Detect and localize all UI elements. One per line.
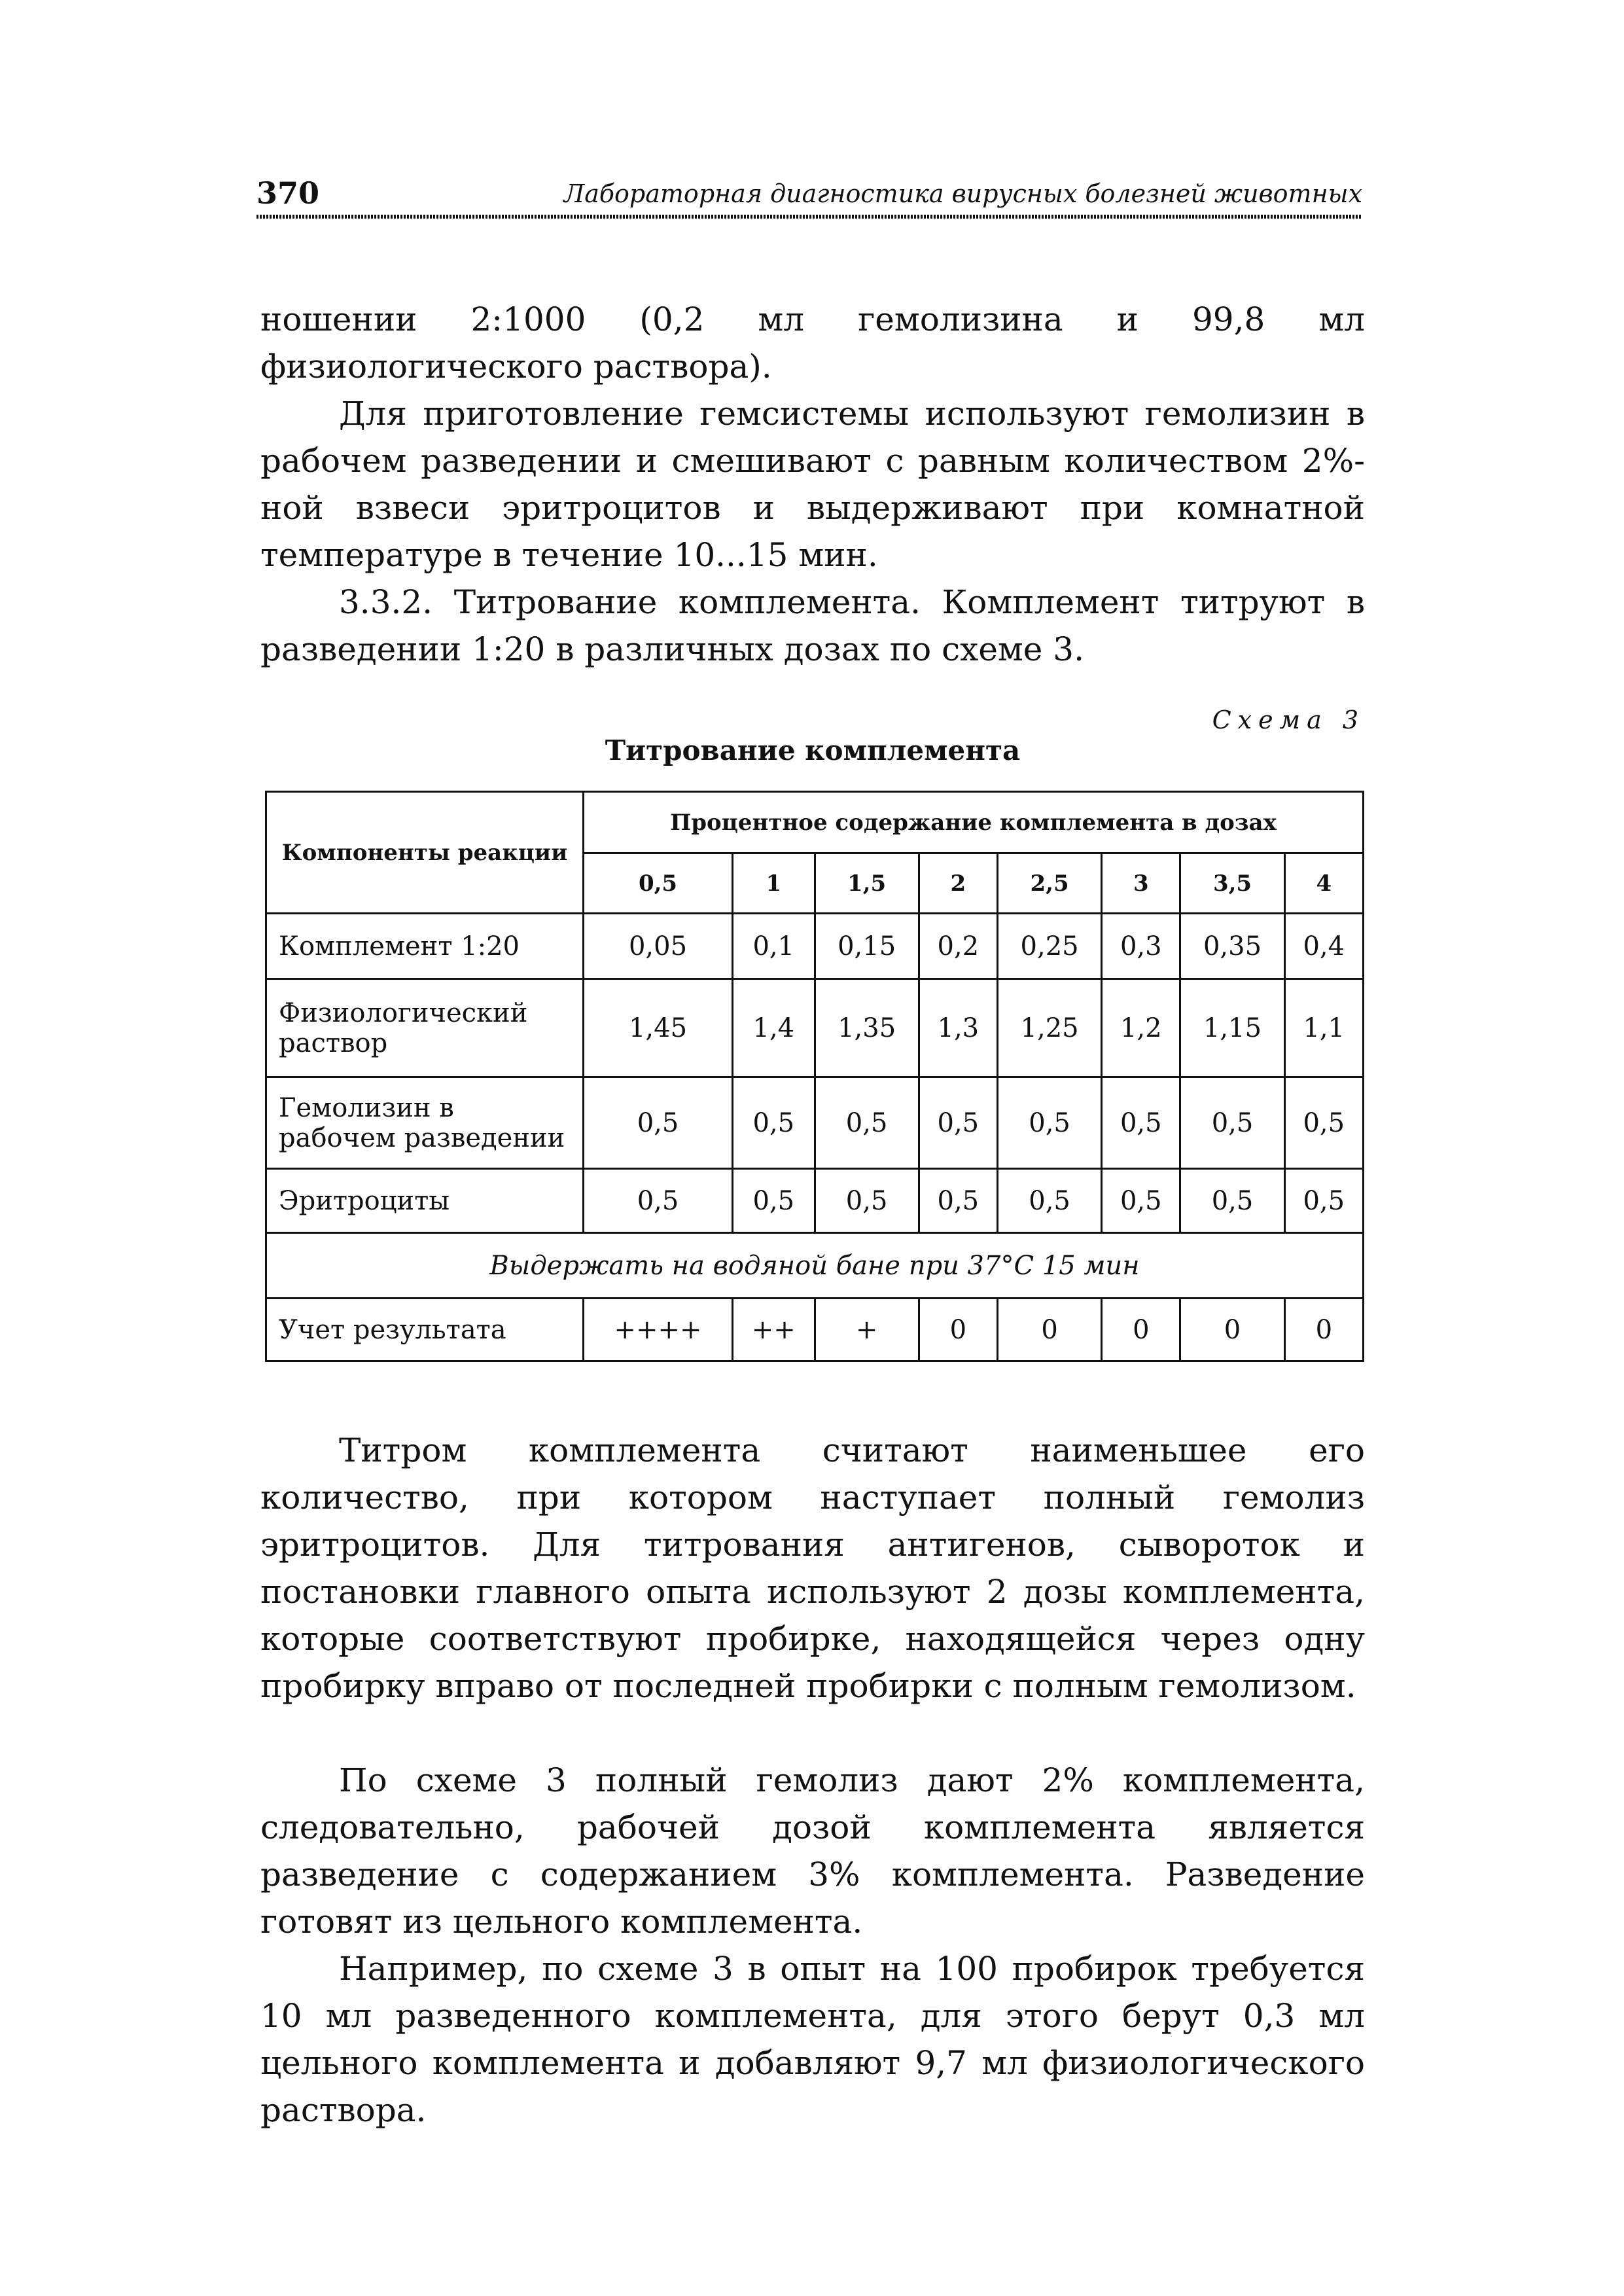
scheme-label: Схема 3	[1212, 706, 1365, 734]
table-row	[266, 1077, 1364, 1169]
table-cell: 1,1	[1284, 979, 1363, 1077]
paragraph-4: Титром комплемента считают наименьшее его количество, при котором наступает полный гемолиз эритроцитов. Для титрования антигенов, сывороток и постановки главного опыта используют 2 дозы комплемента, которые соответствуют пробирке, находящейся через одну пробирку вправо от последней пробирки с полным гемолизом.	[260, 1431, 1365, 1705]
table-cell: 0,5	[1180, 1077, 1284, 1169]
complement-titration-table	[265, 791, 1364, 1362]
row-label: Комплемент 1:20	[266, 914, 584, 979]
table-cell: 1,35	[815, 979, 919, 1077]
paragraph-1: ношении 2:1000 (0,2 мл гемолизина и 99,8 мл физиологического раствора).	[260, 300, 1365, 386]
dose-header: 2,5	[997, 853, 1101, 914]
table-row	[266, 979, 1364, 1077]
table-cell: 1,4	[733, 979, 815, 1077]
table-cell: 0	[1284, 1299, 1363, 1361]
table-cell: 0,35	[1180, 914, 1284, 979]
table-cell: 0,05	[584, 914, 733, 979]
table-cell: 0,5	[815, 1169, 919, 1233]
dose-header: 1	[733, 853, 815, 914]
table-cell: ++	[733, 1299, 815, 1361]
dose-header: 1,5	[815, 853, 919, 914]
table-cell: 0	[1102, 1299, 1180, 1361]
row-label: Эритроциты	[266, 1169, 584, 1233]
table-cell: 0	[1180, 1299, 1284, 1361]
table-cell: ++++	[584, 1299, 733, 1361]
row-label: Учет результата	[266, 1299, 584, 1361]
table-cell: 0,5	[815, 1077, 919, 1169]
paragraph-5: По схеме 3 полный гемолиз дают 2% комплемента, следовательно, рабочей дозой комплемента является разведение с содержанием 3% комплемента. Разведение готовят из цельного комплемента.	[260, 1761, 1365, 1941]
table-row	[266, 1169, 1364, 1233]
paragraph-6: Например, по схеме 3 в опыт на 100 пробирок требуется 10 мл разведенного комплемента, для этого берут 0,3 мл цельного комплемента и добавляют 9,7 мл физиологического раствора.	[260, 1950, 1365, 2129]
table-cell: 0,2	[919, 914, 997, 979]
dose-header: 2	[919, 853, 997, 914]
table-cell: 1,15	[1180, 979, 1284, 1077]
running-title: Лабораторная диагностика вирусных болезней животных	[563, 179, 1362, 208]
table-cell: 0,5	[1102, 1169, 1180, 1233]
table-row	[266, 914, 1364, 979]
table-cell: 0,5	[919, 1169, 997, 1233]
dose-header: 4	[1284, 853, 1363, 914]
table-cell: 0,5	[997, 1077, 1101, 1169]
table-cell: 1,3	[919, 979, 997, 1077]
table-cell: 0,15	[815, 914, 919, 979]
table-cell: 1,45	[584, 979, 733, 1077]
paragraph-2: Для приготовление гемсистемы используют гемолизин в рабочем разведении и смешивают с равным количеством 2%-ной взвеси эритроцитов и выдерживают при комнатной температуре в течение 10...15 мин.	[260, 395, 1365, 574]
table-cell: 0,25	[997, 914, 1101, 979]
dose-header: 0,5	[584, 853, 733, 914]
row-label: Физиологический раствор	[266, 979, 584, 1077]
note-row	[266, 1233, 1364, 1299]
table-cell: 1,25	[997, 979, 1101, 1077]
header-rule	[256, 215, 1362, 219]
table-cell: 0,5	[733, 1169, 815, 1233]
table-cell: 0	[919, 1299, 997, 1361]
table-cell: 0,5	[1102, 1077, 1180, 1169]
table-cell: 0,1	[733, 914, 815, 979]
table-title: Титрование комплемента	[605, 734, 1021, 766]
incubation-note: Выдержать на водяной бане при 37°C 15 мин	[266, 1233, 1364, 1299]
table-cell: 0,3	[1102, 914, 1180, 979]
table-cell: 0,5	[997, 1169, 1101, 1233]
group-header: Процентное содержание комплемента в дозах	[584, 792, 1364, 853]
table-cell: 0,5	[1284, 1077, 1363, 1169]
table-cell: 0,5	[584, 1077, 733, 1169]
dose-header: 3,5	[1180, 853, 1284, 914]
table-cell: 0,5	[733, 1077, 815, 1169]
table-cell: 0,5	[1284, 1169, 1363, 1233]
result-row	[266, 1299, 1364, 1361]
table-cell: 0,4	[1284, 914, 1363, 979]
page-number: 370	[256, 175, 320, 211]
table-cell: 0,5	[1180, 1169, 1284, 1233]
page-header	[256, 175, 1362, 228]
paragraph-3: 3.3.2. Титрование комплемента. Комплемент титруют в разведении 1:20 в различных дозах по схеме 3.	[260, 583, 1365, 668]
corner-header: Компоненты реакции	[266, 792, 584, 914]
table-cell: 0,5	[919, 1077, 997, 1169]
table-cell: 0,5	[584, 1169, 733, 1233]
table-cell: +	[815, 1299, 919, 1361]
table-cell: 1,2	[1102, 979, 1180, 1077]
table-cell: 0	[997, 1299, 1101, 1361]
dose-header: 3	[1102, 853, 1180, 914]
row-label: Гемолизин в рабочем разведении	[266, 1077, 584, 1169]
